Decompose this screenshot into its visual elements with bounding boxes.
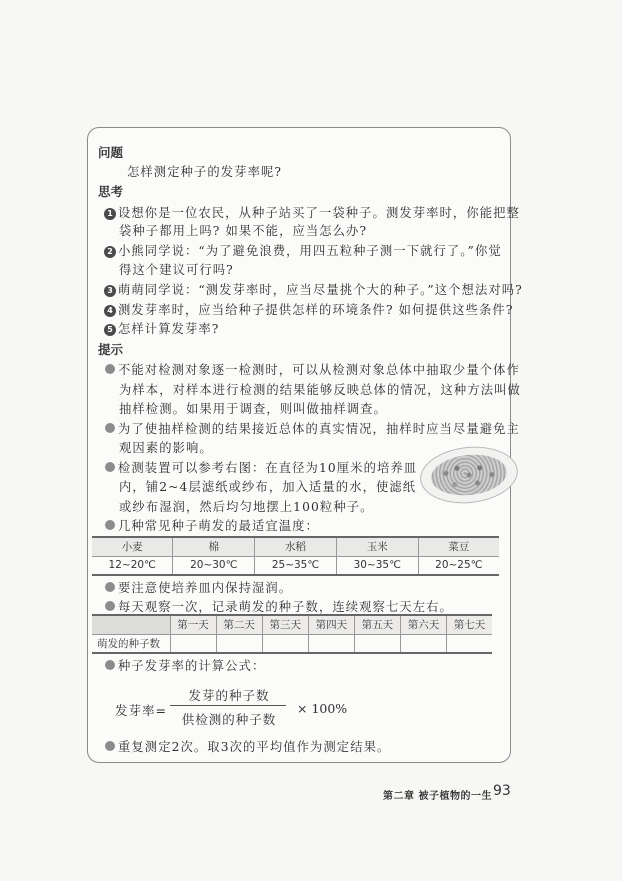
hint-item-3-cont-2: 或纱布湿润，然后均匀地摆上100粒种子。: [119, 500, 374, 514]
value-cell: 12~20℃: [92, 556, 173, 575]
formula-multiplier: × 100%: [297, 701, 348, 716]
bullet-icon: [105, 423, 115, 433]
day-header-cell: 第三天: [262, 615, 308, 634]
header-cell: 菜豆: [418, 537, 499, 556]
section-heading-problem: 问题: [98, 145, 124, 160]
hint-item-1-cont-2: 抽样检测。如果用于调查，则叫做抽样调查。: [119, 402, 387, 416]
count-cell: [400, 634, 446, 653]
hint-item-5: 要注意使培养皿内保持湿润。: [105, 578, 292, 596]
think-item-5: 5 怎样计算发芽率?: [104, 319, 219, 337]
bullet-icon: [105, 741, 115, 751]
hint-item-3: 检测装置可以参考右图：在直径为10厘米的培养皿: [105, 458, 417, 476]
header-cell: 水稻: [255, 537, 337, 556]
think-item-2: 2 小熊同学说：“为了避免浪费，用四五粒种子测一下就行了。”你觉: [104, 241, 502, 259]
germination-rate-formula: [115, 686, 375, 734]
bullet-icon: [105, 582, 115, 592]
think-item-1: 1 设想你是一位农民，从种子站买了一袋种子。测发芽率时，你能把整: [104, 203, 520, 221]
temperature-table-header-row: [92, 537, 499, 556]
fraction-bar: [170, 705, 286, 706]
number-4-icon: 4: [104, 305, 116, 317]
hint-item-4: 几种常见种子萌发的最适宜温度：: [105, 516, 319, 534]
hint-item-2: 为了使抽样检测的结果接近总体的真实情况，抽样时应当尽量避免主: [105, 419, 520, 437]
number-1-icon: 1: [104, 208, 116, 220]
observation-table-header-row: [92, 615, 492, 634]
page-number: 93: [493, 783, 511, 799]
formula-lhs: 发芽率=: [115, 703, 167, 718]
number-3-icon: 3: [104, 285, 116, 297]
temperature-table-row: [92, 556, 499, 575]
think-item-3: 3 萌萌同学说：“测发芽率时，应当尽量挑个大的种子。”这个想法对吗?: [104, 280, 523, 298]
hint-item-8: 重复测定2次。取3次的平均值作为测定结果。: [105, 737, 390, 755]
day-header-cell: 第五天: [354, 615, 400, 634]
hint-item-1: 不能对检测对象逐一检测时，可以从检测对象总体中抽取少量个体作: [105, 360, 520, 378]
think-item-2-cont: 得这个建议可行吗?: [119, 263, 234, 277]
number-2-icon: 2: [104, 246, 116, 258]
header-cell: 棉: [173, 537, 255, 556]
hint-item-6: 每天观察一次，记录萌发的种子数，连续观察七天左右。: [105, 597, 453, 615]
header-cell: 小麦: [92, 537, 173, 556]
header-cell: 玉米: [336, 537, 418, 556]
value-cell: 30~35℃: [336, 556, 418, 575]
count-cell: [308, 634, 354, 653]
day-header-cell: 第一天: [170, 615, 216, 634]
count-cell: [170, 634, 216, 653]
observation-table: [92, 614, 492, 654]
problem-question: 怎样测定种子的发芽率呢?: [127, 165, 283, 179]
row-label-cell: 萌发的种子数: [92, 634, 170, 653]
think-item-1-cont: 袋种子都用上吗? 如果不能，应当怎么办?: [119, 224, 368, 238]
observation-table-row: [92, 634, 492, 653]
count-cell: [216, 634, 262, 653]
bullet-icon: [105, 520, 115, 530]
day-header-cell: 第四天: [308, 615, 354, 634]
count-cell: [262, 634, 308, 653]
count-cell: [447, 634, 492, 653]
hint-item-7: 种子发芽率的计算公式：: [105, 656, 265, 674]
corner-cell: [92, 615, 170, 634]
formula-numerator: 发芽的种子数: [188, 688, 270, 703]
value-cell: 20~30℃: [173, 556, 255, 575]
chapter-footer: 第二章 被子植物的一生: [383, 791, 492, 802]
bullet-icon: [105, 660, 115, 670]
hint-item-1-cont-1: 为样本，对样本进行检测的结果能够反映总体的情况，这种方法叫做: [119, 383, 521, 397]
day-header-cell: 第六天: [400, 615, 446, 634]
day-header-cell: 第七天: [447, 615, 492, 634]
value-cell: 25~35℃: [255, 556, 337, 575]
value-cell: 20~25℃: [418, 556, 499, 575]
day-header-cell: 第二天: [216, 615, 262, 634]
hint-item-2-cont: 观因素的影响。: [119, 441, 213, 455]
hint-item-3-cont-1: 内，铺2~4层滤纸或纱布，加入适量的水，使滤纸: [119, 480, 417, 494]
bullet-icon: [105, 364, 115, 374]
count-cell: [354, 634, 400, 653]
formula-denominator: 供检测的种子数: [181, 712, 277, 727]
bullet-icon: [105, 462, 115, 472]
section-heading-think: 思考: [98, 184, 124, 199]
think-item-4: 4 测发芽率时，应当给种子提供怎样的环境条件? 如何提供这些条件?: [104, 300, 514, 318]
section-heading-hints: 提示: [98, 342, 124, 357]
seeds-icon: [429, 451, 509, 499]
number-5-icon: 5: [104, 324, 116, 336]
bullet-icon: [105, 601, 115, 611]
temperature-table: [92, 536, 499, 576]
